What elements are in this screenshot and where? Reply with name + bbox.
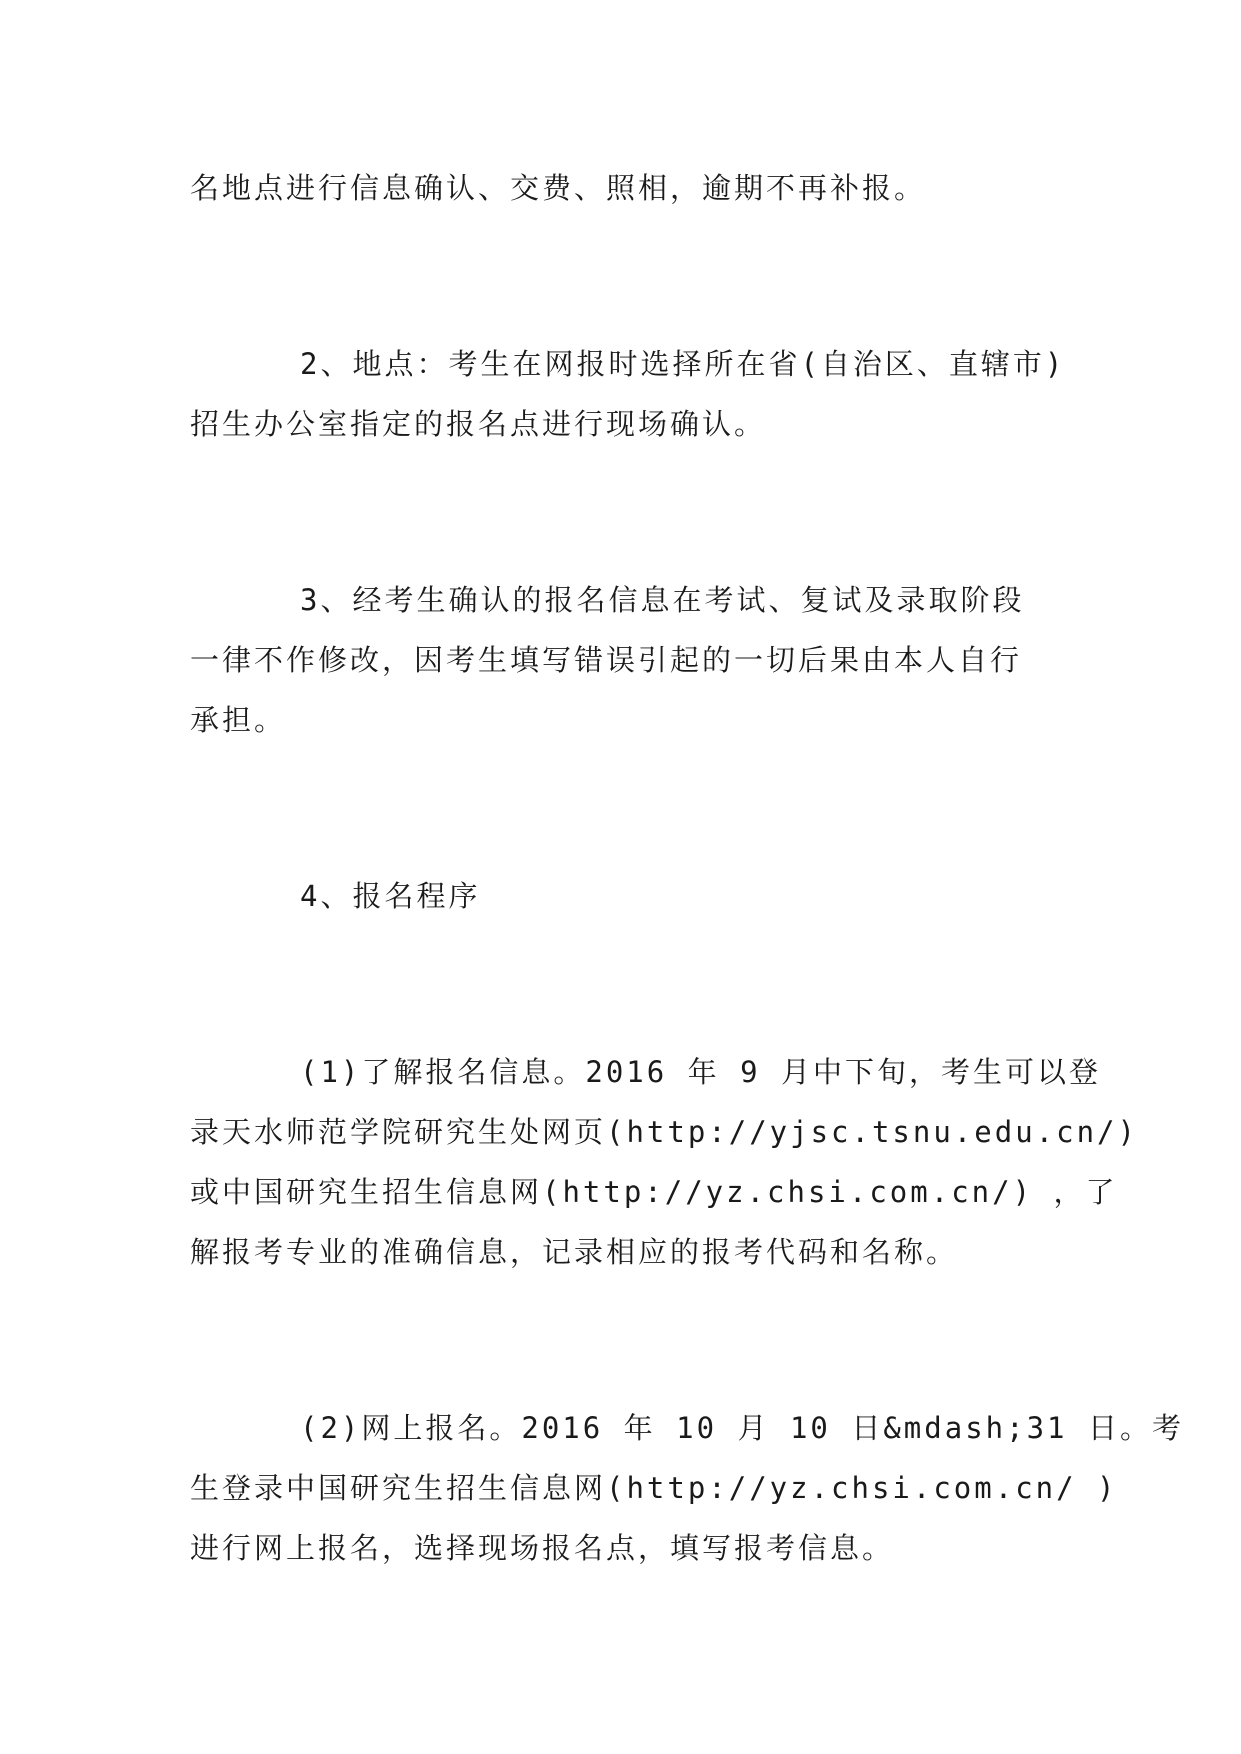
paragraph-line: 招生办公室指定的报名点进行现场确认。: [190, 407, 767, 441]
section-heading: 4、报名程序: [300, 879, 481, 913]
paragraph-line: 生登录中国研究生招生信息网(http://yz.chsi.com.cn/ ): [190, 1471, 1118, 1505]
paragraph-line: 承担。: [190, 703, 287, 737]
paragraph-line: 名地点进行信息确认、交费、照相，逾期不再补报。: [190, 171, 927, 205]
paragraph-line: 录天水师范学院研究生处网页(http://yjsc.tsnu.edu.cn/): [190, 1115, 1138, 1149]
paragraph-line: 进行网上报名，选择现场报名点，填写报考信息。: [190, 1531, 895, 1565]
paragraph-line: 或中国研究生招生信息网(http://yz.chsi.com.cn/) ，了: [190, 1175, 1118, 1209]
paragraph-line: (2)网上报名。2016 年 10 月 10 日&mdash;31 日。考: [300, 1411, 1184, 1445]
paragraph-line: 解报考专业的准确信息，记录相应的报考代码和名称。: [190, 1235, 959, 1269]
paragraph-line: 3、经考生确认的报名信息在考试、复试及录取阶段: [300, 583, 1025, 617]
paragraph-line: 2、地点：考生在网报时选择所在省(自治区、直辖市): [300, 347, 1066, 381]
paragraph-line: 一律不作修改，因考生填写错误引起的一切后果由本人自行: [190, 643, 1023, 677]
paragraph-line: (1)了解报名信息。2016 年 9 月中下旬，考生可以登: [300, 1055, 1102, 1089]
